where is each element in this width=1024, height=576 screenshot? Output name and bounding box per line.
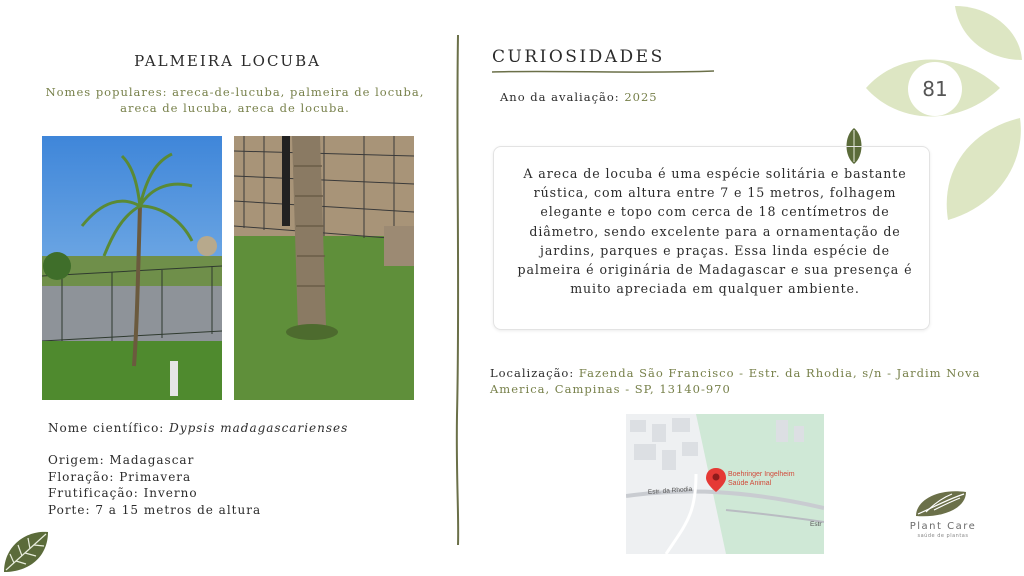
flowering: Floração: Primavera	[48, 469, 192, 484]
plant-title: PALMEIRA LOCUBA	[134, 52, 321, 70]
brand-name: Plant Care	[909, 521, 977, 532]
page-number: 81	[922, 77, 948, 101]
curiosity-description: A areca de locuba é uma espécie solitária e bastante rústica, com altura entre 7 e 15 metros, folhagem elegante e topo com cerca de 18 centímetros de diâmetro, sendo excelente para a ornamentação de jardins, parques e praças. Essa linda espécie de palmeira é originária de Madagascar e sua presença é muito apreciada em qualquer ambiente.	[517, 166, 913, 297]
map-place-name-1: Boehringer Ingelheim	[728, 471, 795, 478]
size: Porte: 7 a 15 metros de altura	[48, 502, 262, 517]
palm-trunk-photo	[234, 136, 414, 400]
location-address: Fazenda São Francisco - Estr. da Rhodia, s/n - Jardim Nova America, Campinas - SP, 13140-970	[490, 366, 981, 396]
location-label: Localização:	[490, 366, 575, 380]
location-line	[490, 366, 990, 397]
decorative-leaf-icon	[0, 526, 52, 576]
title-underline	[492, 69, 714, 75]
origin: Origem: Madagascar	[48, 453, 195, 467]
scientific-name: Dypsis madagascarienses	[169, 421, 349, 435]
column-divider	[452, 35, 464, 545]
map-road-label: Estr. da Rhodia	[647, 485, 693, 496]
scientific-name-line	[48, 421, 348, 435]
palm-photo-full	[42, 136, 222, 400]
map-place-name-2: Saúde Animal	[728, 480, 772, 487]
fruiting: Frutificação: Inverno	[48, 486, 198, 500]
scientific-name-label: Nome científico:	[48, 421, 165, 435]
evaluation-year-label: Ano da avaliação:	[500, 90, 620, 104]
location-map[interactable]	[626, 414, 824, 554]
curiosities-title: CURIOSIDADES	[492, 47, 665, 67]
map-road-label-2: Estr	[810, 521, 822, 528]
plant-details	[48, 452, 261, 518]
brand-tagline: saúde de plantas	[917, 533, 969, 539]
popular-names: Nomes populares: areca-de-lucuba, palmeira de locuba, areca de lucuba, areca de locuba.	[45, 85, 425, 115]
evaluation-year: 2025	[624, 90, 658, 104]
evaluation-year-line	[500, 90, 658, 104]
